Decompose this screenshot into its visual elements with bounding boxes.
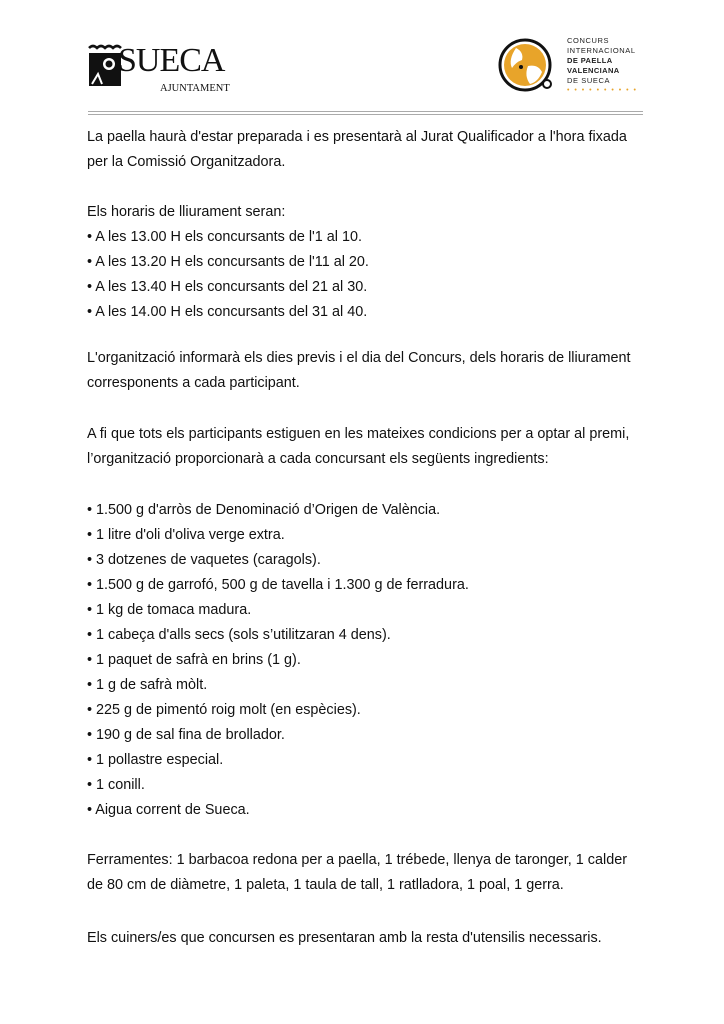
ingredient-item: • 225 g de pimentó roig molt (en espècies). xyxy=(87,702,361,718)
coat-of-arms-icon xyxy=(88,44,122,88)
paragraph-line: La paella haurà d'estar preparada i es presentarà al Jurat Qualificador a l'hora fixada xyxy=(87,129,627,145)
schedule-item: • A les 13.40 H els concursants del 21 al 30. xyxy=(87,279,368,295)
paragraph-line: l’organització proporcionarà a cada concursant els següents ingredients: xyxy=(87,451,549,467)
ingredient-item: • 190 g de sal fina de brollador. xyxy=(87,727,285,743)
ingredient-item: • 1 conill. xyxy=(87,777,145,793)
logo-line: CONCURS xyxy=(567,36,610,45)
sueca-ajuntament-logo xyxy=(88,40,248,96)
paragraph-line: A fi que tots els participants estiguen en les mateixes condicions per a optar al premi, xyxy=(87,426,630,442)
logo-dots: • • • • • • • • • • xyxy=(567,87,638,94)
closing-line: Els cuiners/es que concursen es presentaran amb la resta d'utensilis necessaris. xyxy=(87,930,602,946)
header-divider xyxy=(88,114,643,115)
concurs-paella-logo xyxy=(494,34,654,98)
logo-line: INTERNACIONAL xyxy=(567,46,636,55)
ajuntament-text: AJUNTAMENT xyxy=(160,83,230,94)
paragraph-line: Ferramentes: 1 barbacoa redona per a paella, 1 trébede, llenya de taronger, 1 calder xyxy=(87,852,627,868)
paragraph-line: corresponents a cada participant. xyxy=(87,375,300,391)
globe-icon xyxy=(494,36,556,94)
ingredient-item: • 1 paquet de safrà en brins (1 g). xyxy=(87,652,301,668)
paragraph-line: de 80 cm de diàmetre, 1 paleta, 1 taula de tall, 1 ratlladora, 1 poal, 1 gerra. xyxy=(87,877,564,893)
schedule-item: • A les 13.00 H els concursants de l'1 al 10. xyxy=(87,229,362,245)
ingredient-item: • 1.500 g de garrofó, 500 g de tavella i 1.300 g de ferradura. xyxy=(87,577,469,593)
ingredient-item: • 1 cabeça d'alls secs (sols s’utilitzaran 4 dens). xyxy=(87,627,391,643)
logo-caption xyxy=(567,36,638,96)
ingredient-item: • 1 litre d'oli d'oliva verge extra. xyxy=(87,527,285,543)
schedule-item: • A les 13.20 H els concursants de l'11 al 20. xyxy=(87,254,369,270)
logo-line: DE SUECA xyxy=(567,76,611,85)
paragraph-line: per la Comissió Organitzadora. xyxy=(87,154,286,170)
ingredient-item: • 3 dotzenes de vaquetes (caragols). xyxy=(87,552,321,568)
ingredient-item: • 1.500 g d'arròs de Denominació d’Origen de València. xyxy=(87,502,441,518)
header-divider xyxy=(88,111,643,112)
ingredient-item: • Aigua corrent de Sueca. xyxy=(87,802,250,818)
schedule-item: • A les 14.00 H els concursants del 31 al 40. xyxy=(87,304,368,320)
ingredient-item: • 1 g de safrà mòlt. xyxy=(87,677,208,693)
logo-line: VALENCIANA xyxy=(567,66,620,75)
sueca-logo-text: SUECA xyxy=(118,42,225,79)
document-body xyxy=(87,125,647,951)
logo-line: DE PAELLA xyxy=(567,56,613,65)
schedule-heading: Els horaris de lliurament seran: xyxy=(87,204,286,220)
ingredient-item: • 1 kg de tomaca madura. xyxy=(87,602,252,618)
paragraph-line: L'organització informarà els dies previs i el dia del Concurs, dels horaris de lliurament xyxy=(87,350,631,366)
ingredient-item: • 1 pollastre especial. xyxy=(87,752,224,768)
